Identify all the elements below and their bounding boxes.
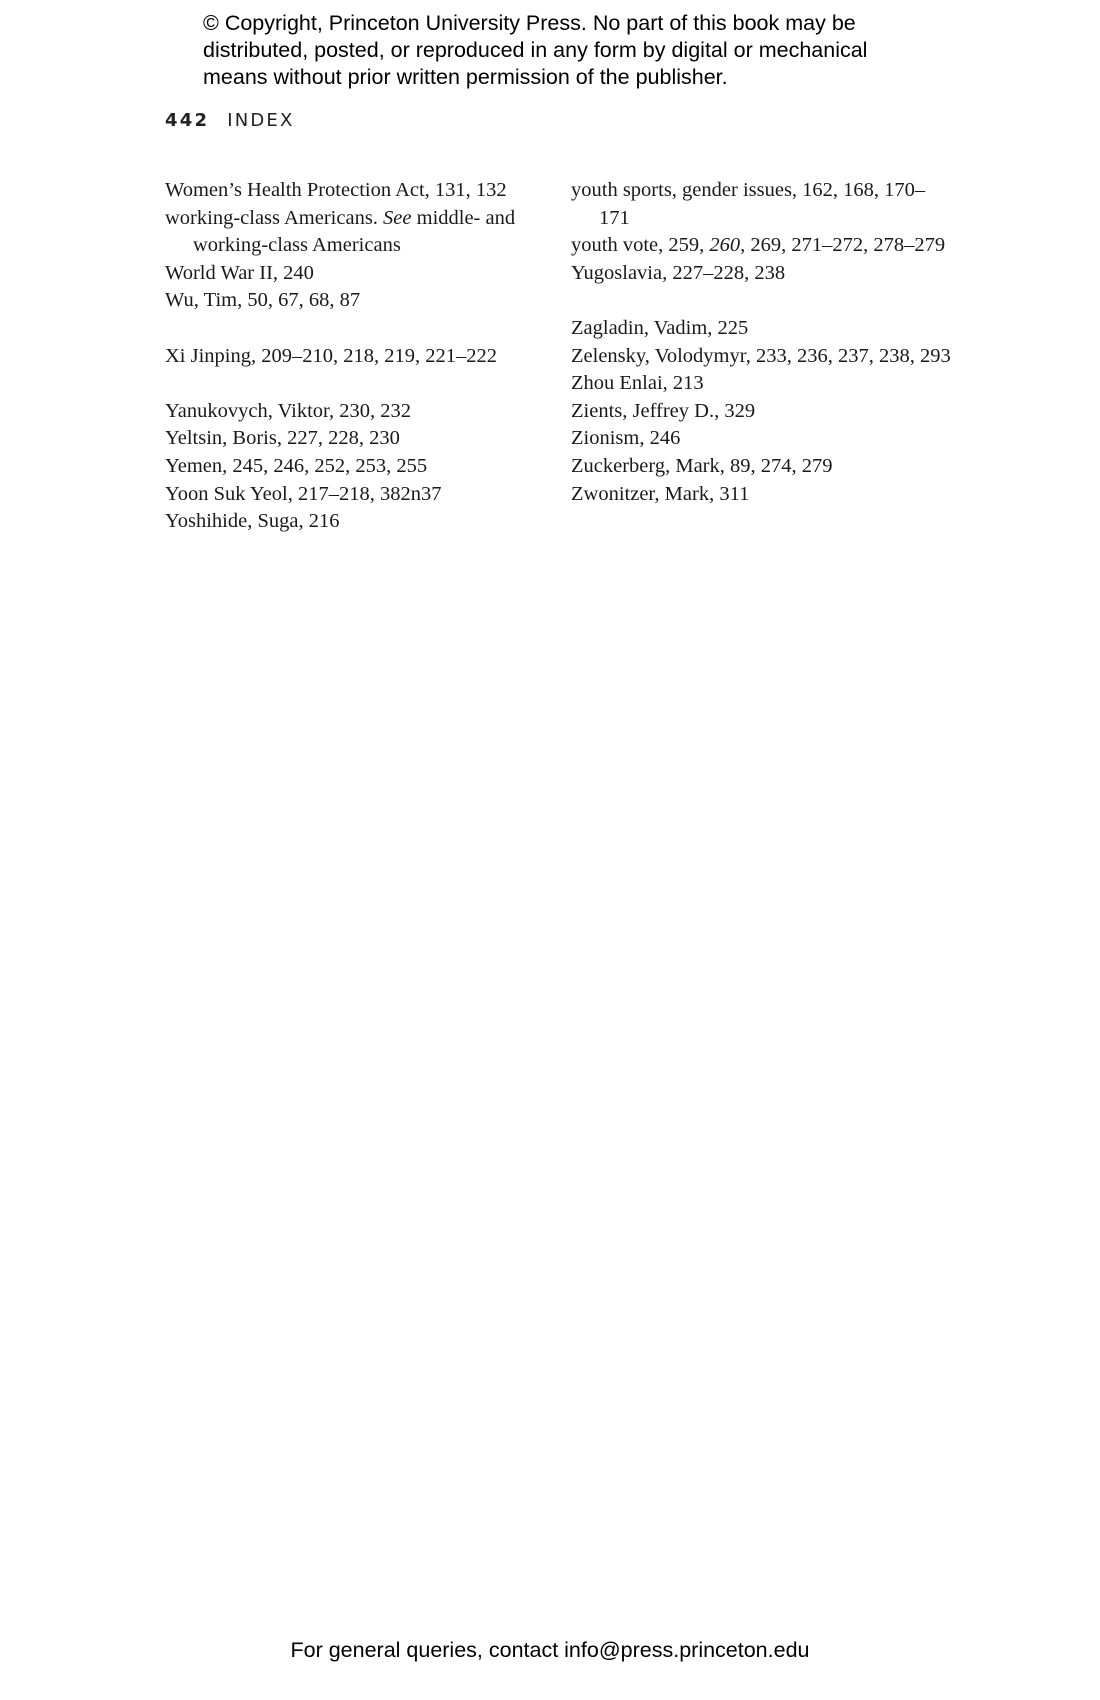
index-entry: Yoshihide, Suga, 216 bbox=[165, 510, 340, 533]
index-column-left bbox=[165, 177, 565, 536]
copyright-line: means without prior written permission of the publisher. bbox=[203, 65, 728, 89]
italic-page-ref: 260 bbox=[709, 234, 741, 257]
index-entry: Zionism, 246 bbox=[571, 427, 681, 450]
index-entry: Yugoslavia, 227–228, 238 bbox=[571, 261, 786, 284]
footer-contact: For general queries, contact info@press.princeton.edu bbox=[290, 1638, 810, 1662]
index-column-right bbox=[571, 177, 951, 508]
letter-group-gap bbox=[165, 315, 565, 343]
index-entry: Wu, Tim, 50, 67, 68, 87 bbox=[165, 289, 361, 312]
index-entry: Zuckerberg, Mark, 89, 274, 279 bbox=[571, 454, 833, 477]
entry-text: youth vote, 259, bbox=[571, 234, 710, 257]
copyright-line: © Copyright, Princeton University Press. No part of this book may be bbox=[203, 11, 856, 35]
page-number: 442 bbox=[165, 110, 210, 131]
index-entry bbox=[165, 205, 565, 260]
section-title: INDEX bbox=[227, 110, 295, 131]
index-entry: World War II, 240 bbox=[165, 261, 314, 284]
index-entry: Yemen, 245, 246, 252, 253, 255 bbox=[165, 454, 428, 477]
entry-text: working-class Americans. bbox=[165, 206, 384, 229]
see-reference: See bbox=[383, 206, 412, 229]
index-entry: youth sports, gender issues, 162, 168, 170–171 bbox=[571, 179, 926, 229]
index-entry: Yeltsin, Boris, 227, 228, 230 bbox=[165, 427, 400, 450]
index-entry: Yoon Suk Yeol, 217–218, 382n37 bbox=[165, 482, 442, 505]
running-head bbox=[165, 110, 295, 131]
letter-group-gap bbox=[165, 370, 565, 398]
copyright-notice bbox=[203, 10, 923, 91]
copyright-line: distributed, posted, or reproduced in any form by digital or mechanical bbox=[203, 38, 868, 62]
entry-text: , 269, 271–272, 278–279 bbox=[740, 234, 946, 257]
index-entry: Xi Jinping, 209–210, 218, 219, 221–222 bbox=[165, 344, 497, 367]
index-entry: Zhou Enlai, 213 bbox=[571, 372, 704, 395]
index-entry bbox=[571, 232, 951, 260]
index-entry: Women’s Health Protection Act, 131, 132 bbox=[165, 179, 507, 201]
index-entry: Zelensky, Volodymyr, 233, 236, 237, 238, 293 bbox=[571, 344, 951, 367]
index-entry: Yanukovych, Viktor, 230, 232 bbox=[165, 399, 412, 422]
index-entry: Zients, Jeffrey D., 329 bbox=[571, 399, 756, 422]
entry-text: middle- and working-class Americans bbox=[193, 206, 516, 257]
index-entry: Zwonitzer, Mark, 311 bbox=[571, 482, 750, 505]
letter-group-gap bbox=[571, 287, 951, 315]
index-entry: Zagladin, Vadim, 225 bbox=[571, 316, 749, 339]
